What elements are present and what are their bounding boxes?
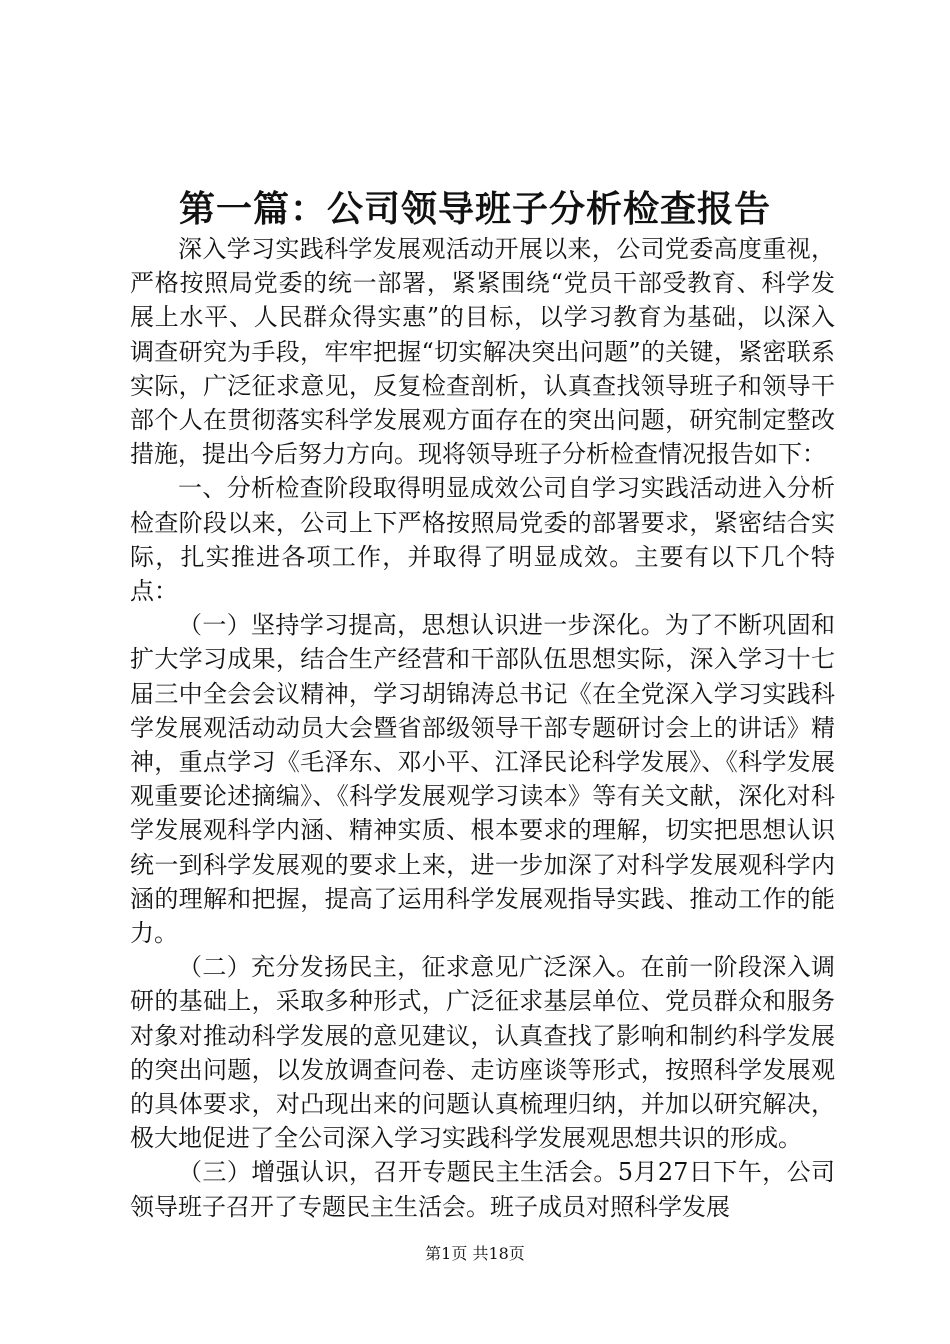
document-body — [130, 232, 835, 1224]
paragraph-section-one: 一、分析检查阶段取得明显成效公司自学习实践活动进入分析检查阶段以来，公司上下严格按照局党委的部署要求，紧密结合实际，扎实推进各项工作，并取得了明显成效。主要有以下几个特点： — [130, 474, 835, 606]
paragraph-point-two: （二）充分发扬民主，征求意见广泛深入。在前一阶段深入调研的基础上，采取多种形式，广泛征求基层单位、党员群众和服务对象对推动科学发展的意见建议，认真查找了影响和制约科学发展的突出问题，以发放调查问卷、走访座谈等形式，按照科学发展观的具体要求，对凸现出来的问题认真梳理归纳，并加以研究解决，极大地促进了全公司深入学习实践科学发展观思想共识的形成。 — [130, 953, 835, 1153]
paragraph-point-one: （一）坚持学习提高，思想认识进一步深化。为了不断巩固和扩大学习成果，结合生产经营和干部队伍思想实际，深入学习十七届三中全会会议精神，学习胡锦涛总书记《在全党深入学习实践科学发展观活动动员大会暨省部级领导干部专题研讨会上的讲话》精神，重点学习《毛泽东、邓小平、江泽民论科学发展》、《科学发展观重要论述摘编》、《科学发展观学习读本》等有关文献，深化对科学发展观科学内涵、精神实质、根本要求的理解，切实把思想认识统一到科学发展观的要求上来，进一步加深了对科学发展观科学内涵的理解和把握，提高了运用科学发展观指导实践、推动工作的能力。 — [130, 611, 835, 948]
page-footer: 第1页 共18页 — [425, 1244, 525, 1263]
document-title: 第一篇：公司领导班子分析检查报告 — [178, 189, 771, 230]
paragraph-intro: 深入学习实践科学发展观活动开展以来，公司党委高度重视，严格按照局党委的统一部署，紧紧围绕“党员干部受教育、科学发展上水平、人民群众得实惠”的目标，以学习教育为基础，以深入调查研究为手段，牢牢把握“切实解决突出问题”的关键，紧密联系实际，广泛征求意见，反复检查剖析，认真查找领导班子和领导干部个人在贯彻落实科学发展观方面存在的突出问题，研究制定整改措施，提出今后努力方向。现将领导班子分析检查情况报告如下： — [130, 235, 835, 469]
paragraph-point-three: （三）增强认识，召开专题民主生活会。5月27日下午，公司领导班子召开了专题民主生活会。班子成员对照科学发展 — [130, 1158, 835, 1221]
